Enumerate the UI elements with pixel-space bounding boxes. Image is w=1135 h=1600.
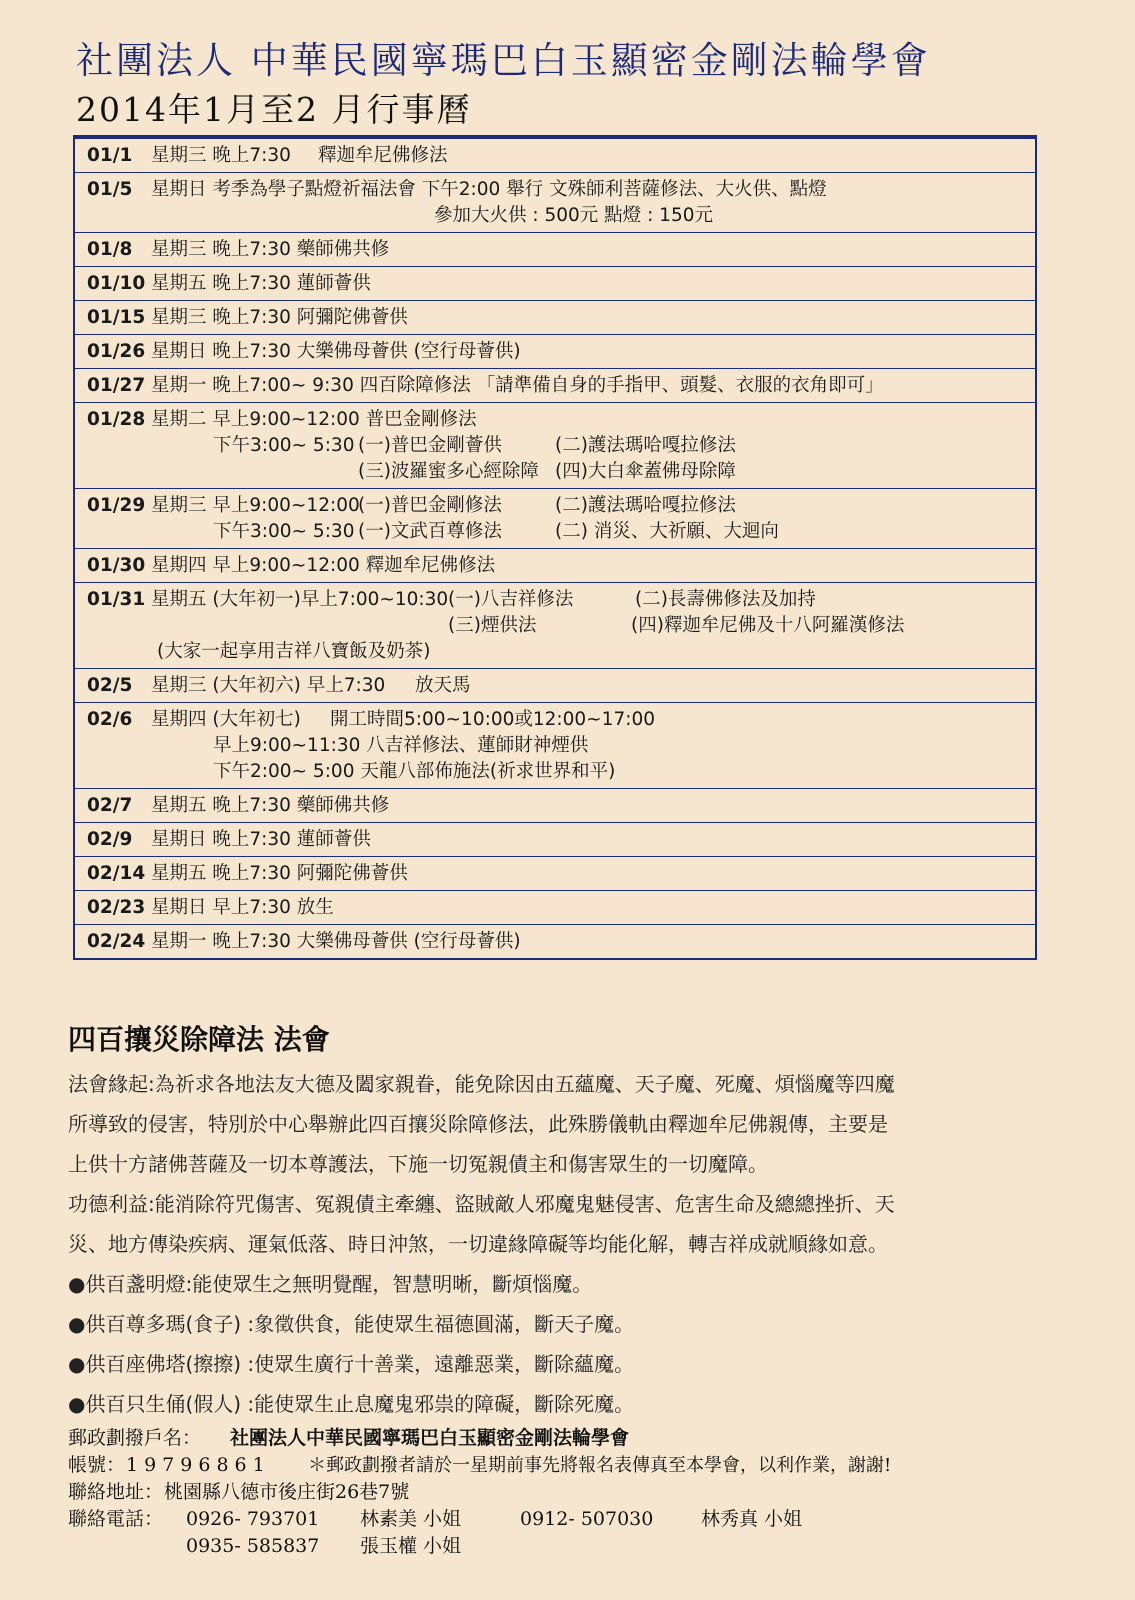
event-desc: 星期日 早上7:30 放生: [151, 897, 334, 918]
event-time: 星期三 (大年初六) 早上7:30: [151, 675, 386, 696]
event-desc: 星期五 晚上7:30 阿彌陀佛薈供: [151, 863, 408, 884]
event-desc: (二)護法瑪哈嘎拉修法: [555, 435, 736, 456]
event-desc: (一)八吉祥修法: [448, 589, 574, 610]
event-desc: (二) 消災、大祈願、大迴向: [555, 521, 779, 542]
schedule-row: [75, 549, 1035, 583]
schedule-row: [75, 301, 1035, 335]
schedule-row: [75, 669, 1035, 703]
event-desc: 星期五 晚上7:30 藥師佛共修: [151, 795, 390, 816]
event-desc: 星期三 晚上7:30 阿彌陀佛薈供: [151, 307, 408, 328]
event-desc: 星期二 早上9:00~12:00 普巴金剛修法: [151, 409, 477, 430]
event-date: 02/6: [87, 709, 133, 730]
phone-number: 0912- 507030: [520, 1508, 654, 1530]
phone-number: 0926- 793701: [186, 1508, 320, 1530]
event-desc: 星期日 考季為學子點燈祈福法會 下午2:00 舉行 文殊師利菩薩修法、大火供、點燈: [151, 179, 827, 200]
schedule-row: [75, 857, 1035, 891]
contact-name: 林秀真 小姐: [701, 1508, 803, 1530]
event-date: 01/26: [87, 341, 146, 362]
offering-item: ●供百座佛塔(擦擦) :使眾生廣行十善業，遠離惡業，斷除蘊魔。: [68, 1352, 635, 1376]
event-desc: 放天馬: [415, 675, 471, 696]
event-time: 下午3:00~ 5:30: [213, 521, 355, 542]
ceremony-description: [68, 1064, 1068, 1424]
event-desc: 星期五 晚上7:30 蓮師薈供: [151, 273, 371, 294]
schedule-row: [75, 403, 1035, 489]
contact-footer: [68, 1425, 1128, 1560]
event-date: 02/5: [87, 675, 133, 696]
schedule-row: [75, 233, 1035, 267]
event-desc: 開工時間5:00~10:00或12:00~17:00: [330, 709, 655, 730]
event-desc: 星期四 早上9:00~12:00 釋迦牟尼佛修法: [151, 555, 496, 576]
event-desc: (一)文武百尊修法: [358, 521, 502, 542]
event-desc: (一)普巴金剛修法: [358, 495, 502, 516]
schedule-row: [75, 139, 1035, 173]
ceremony-paragraph: 功德利益:能消除符咒傷害、冤親債主牽纏、盜賊敵人邪魔鬼魅侵害、危害生命及總總挫折、天: [68, 1192, 895, 1216]
event-date: 01/1: [87, 145, 133, 166]
event-time: 星期五 (大年初一)早上7:00~10:30: [151, 589, 449, 610]
event-desc: 釋迦牟尼佛修法: [318, 145, 448, 166]
event-desc: 星期日 晚上7:30 大樂佛母薈供 (空行母薈供): [151, 341, 521, 362]
event-date: 02/7: [87, 795, 133, 816]
schedule-row: [75, 267, 1035, 301]
event-time: 星期三 早上9:00~12:00: [151, 495, 360, 516]
event-desc: 星期三 晚上7:30 藥師佛共修: [151, 239, 390, 260]
offering-item: ●供百盞明燈:能使眾生之無明覺醒，智慧明晰，斷煩惱魔。: [68, 1272, 593, 1296]
organization-title: 社團法人 中華民國寧瑪巴白玉顯密金剛法輪學會: [76, 39, 931, 82]
event-desc: (四)大白傘蓋佛母除障: [555, 461, 736, 482]
account-number: 19796861: [126, 1454, 271, 1476]
offering-item: ●供百尊多瑪(食子) :象徵供食，能使眾生福德圓滿，斷天子魔。: [68, 1312, 635, 1336]
schedule-row: [75, 703, 1035, 789]
account-name: 社團法人中華民國寧瑪巴白玉顯密金剛法輪學會: [230, 1427, 630, 1449]
event-desc: 星期一 晚上7:00~ 9:30 四百除障修法 「請準備自身的手指甲、頭髮、衣服的衣角即可」: [151, 375, 884, 396]
schedule-row: [75, 823, 1035, 857]
schedule-row: [75, 789, 1035, 823]
contact-name: 林素美 小姐: [360, 1508, 462, 1530]
ceremony-title: 四百攘災除障法 法會: [68, 1023, 330, 1056]
event-date: 01/15: [87, 307, 146, 328]
event-date: 01/31: [87, 589, 146, 610]
address: 桃園縣八德市後庄街26巷7號: [164, 1481, 410, 1503]
address-label: 聯絡地址：: [68, 1481, 164, 1503]
event-desc: (三)波羅蜜多心經除障: [358, 461, 539, 482]
event-time: 星期四 (大年初七): [151, 709, 301, 730]
event-date: 01/29: [87, 495, 146, 516]
event-date: 02/9: [87, 829, 133, 850]
event-desc: (二)長壽佛修法及加持: [635, 589, 816, 610]
event-desc: 星期日 晚上7:30 蓮師薈供: [151, 829, 371, 850]
phone-number: 0935- 585837: [186, 1535, 320, 1557]
event-date: 02/23: [87, 897, 146, 918]
event-desc: 早上9:00~11:30 八吉祥修法、蓮師財神煙供: [213, 735, 589, 756]
ceremony-paragraph: 法會緣起:為祈求各地法友大德及闔家親眷，能免除因由五蘊魔、天子魔、死魔、煩惱魔等四魔: [68, 1072, 895, 1096]
schedule-table: [73, 135, 1037, 960]
phone-label: 聯絡電話：: [68, 1508, 164, 1530]
event-desc: (二)護法瑪哈嘎拉修法: [555, 495, 736, 516]
schedule-row: [75, 173, 1035, 233]
schedule-row: [75, 489, 1035, 549]
event-desc: 下午2:00~ 5:00 天龍八部佈施法(祈求世界和平): [213, 761, 616, 782]
account-number-label: 帳號：: [68, 1454, 126, 1476]
event-desc: 星期一 晚上7:30 大樂佛母薈供 (空行母薈供): [151, 931, 521, 952]
event-date: 01/27: [87, 375, 146, 396]
schedule-row: [75, 335, 1035, 369]
schedule-row: [75, 925, 1035, 958]
event-fee: 參加大火供 : 500元 點燈 : 150元: [434, 205, 713, 226]
event-desc: (三)煙供法: [448, 615, 537, 636]
event-date: 02/14: [87, 863, 146, 884]
event-time: 星期三 晚上7:30: [151, 145, 291, 166]
schedule-row: [75, 583, 1035, 669]
account-name-label: 郵政劃撥戶名：: [68, 1427, 202, 1449]
event-date: 02/24: [87, 931, 146, 952]
event-date: 01/30: [87, 555, 146, 576]
event-date: 01/28: [87, 409, 146, 430]
offering-item: ●供百只生俑(假人) :能使眾生止息魔鬼邪祟的障礙，斷除死魔。: [68, 1392, 635, 1416]
schedule-row: [75, 891, 1035, 925]
calendar-title: 2014年1月至2 月行事曆: [76, 90, 472, 129]
ceremony-paragraph: 上供十方諸佛菩薩及一切本尊護法，下施一切冤親債主和傷害眾生的一切魔障。: [68, 1152, 768, 1176]
event-desc: (四)釋迦牟尼佛及十八阿羅漢修法: [631, 615, 905, 636]
event-date: 01/8: [87, 239, 133, 260]
contact-name: 張玉權 小姐: [360, 1535, 462, 1557]
ceremony-paragraph: 所導致的侵害，特別於中心舉辦此四百攘災除障修法，此殊勝儀軌由釋迦牟尼佛親傳，主要是: [68, 1112, 888, 1136]
event-desc: (一)普巴金剛薈供: [358, 435, 502, 456]
event-date: 01/5: [87, 179, 133, 200]
event-date: 01/10: [87, 273, 146, 294]
schedule-row: [75, 369, 1035, 403]
event-note: (大家一起享用吉祥八寶飯及奶茶): [157, 641, 431, 662]
event-time: 下午3:00~ 5:30: [213, 435, 355, 456]
ceremony-paragraph: 災、地方傳染疾病、運氣低落、時日沖煞，一切違緣障礙等均能化解，轉吉祥成就順緣如意。: [68, 1232, 888, 1256]
account-note: ＊郵政劃撥者請於一星期前事先將報名表傳真至本學會，以利作業，謝謝!: [308, 1455, 892, 1476]
